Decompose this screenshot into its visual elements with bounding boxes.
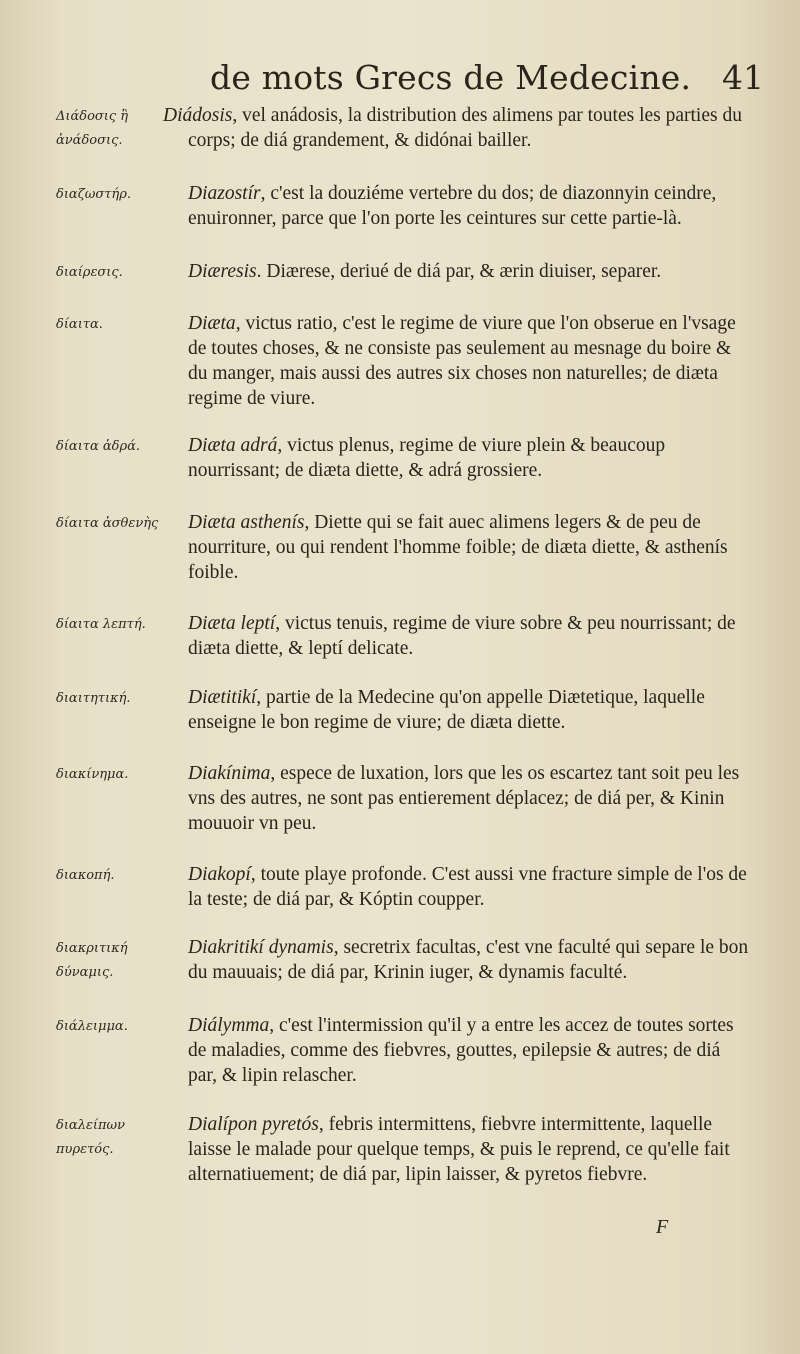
entry-term: Diakopí — [188, 864, 251, 885]
greek-headword: διακίνημα. — [56, 767, 129, 782]
greek-headword: διακοπή. — [56, 868, 115, 883]
entry-text: , victus ratio, c'est le regime de viure que l'on obserue en l'vsage de toutes choses, & ne consiste pas seulement au mesnage du boire & du manger, mais aussi des autres six choses non naturelles; de diæta regime de viure. — [188, 313, 736, 409]
entry-term: Diæta — [188, 313, 236, 334]
entry-text: , Diette qui se fait auec alimens legers & de peu de nourriture, ou qui rendent l'homme foible; de diæta diette, & asthenís foible. — [188, 512, 728, 583]
entry-text: , partie de la Medecine qu'on appelle Diætetique, laquelle enseigne le bon regime de viure; de diæta diette. — [188, 687, 705, 733]
entry-text: , febris intermittens, fiebvre intermittente, laquelle laisse le malade pour quelque temps, & puis le reprend, ce qu'elle fait alternatiuement; de diá par, lipin laisser, & pyretos fiebvre. — [188, 1114, 730, 1185]
entry-text: , toute playe profonde. C'est aussi vne fracture simple de l'os de la teste; de diá par, & Kóptin coupper. — [188, 864, 747, 910]
entry-definition — [163, 862, 751, 912]
entry-term: Diazostír — [188, 183, 261, 204]
greek-headword: δίαιτα. — [56, 317, 103, 332]
entry-text: , c'est la douziéme vertebre du dos; de diazonnyin ceindre, enuironner, parce que l'on porte les ceintures sur cette partie-là. — [188, 183, 717, 229]
entry-definition — [163, 685, 751, 735]
entry-text: . Diæresе, deriué de diá par, & ærin diuiser, separer. — [256, 261, 662, 282]
entry-term: Diæta leptí — [188, 613, 276, 634]
entry-text: , victus plenus, regime de viure plein & beaucoup nourrissant; de diæta diette, & adrá grossiere. — [188, 435, 666, 481]
entry-term: Diæresis — [188, 261, 257, 282]
greek-headword: διακριτική δύναμις. — [56, 941, 128, 980]
entry-term: Diálymma — [188, 1015, 270, 1036]
greek-headword: διαζωστήρ. — [56, 187, 131, 202]
entry-definition — [163, 611, 751, 661]
entry-definition — [163, 311, 751, 411]
entry-term: Diakritikí dynamis — [188, 937, 334, 958]
page-number: 41 — [722, 58, 764, 97]
greek-headword: διαιτητική. — [56, 691, 131, 706]
greek-headword: δίαιτα ἁδρά. — [56, 439, 141, 454]
entry-term: Diæta adrá — [188, 435, 278, 456]
entry-text: , victus tenuis, regime de viure sobre & peu nourrissant; de diæta diette, & leptí delicate. — [188, 613, 736, 659]
greek-headword: διαλείπων πυρετός. — [56, 1118, 126, 1157]
entry-definition — [163, 510, 751, 585]
entry-text: , secretrix facultas, c'est vne faculté qui separe le bon du mauuais; de diá par, Krinin iuger, & dynamis faculté. — [188, 937, 749, 983]
greek-headword: δίαιτα ἀσθενὴς — [56, 516, 159, 531]
entry-definition — [163, 761, 751, 836]
greek-headword: Διάδοσις ἢ ἀνάδοσις. — [56, 109, 129, 148]
entry-definition — [163, 935, 751, 985]
running-title: de mots Grecs de Medecine. — [210, 58, 692, 97]
entry-definition — [163, 433, 751, 483]
entry-definition — [163, 1112, 751, 1187]
entry-definition — [163, 103, 751, 153]
page-header — [0, 58, 800, 102]
greek-headword: δίαιτα λεπτή. — [56, 617, 146, 632]
greek-headword: διάλειμμα. — [56, 1019, 128, 1034]
signature-mark: F — [656, 1216, 669, 1238]
entry-term: Diakínima — [188, 763, 271, 784]
entry-definition — [163, 259, 751, 284]
entry-definition — [163, 1013, 751, 1088]
entry-term: Diádosis — [163, 105, 233, 126]
greek-headword: διαίρεσις. — [56, 265, 123, 280]
entry-term: Diætitikí — [188, 687, 257, 708]
entry-term: Dialípon pyretós — [188, 1114, 319, 1135]
entry-text: , vel anádosis, la distribution des alimens par toutes les parties du corps; de diá grandement, & didónai bailler. — [188, 105, 742, 151]
entry-text: , espece de luxation, lors que les os escartez tant soit peu les vns des autres, ne sont pas entierement déplacez; de diá per, & Kinin mouuoir vn peu. — [188, 763, 740, 834]
entry-term: Diæta asthenís — [188, 512, 305, 533]
entry-text: , c'est l'intermission qu'il y a entre les accez de toutes sortes de maladies, comme des fiebvres, gouttes, epilepsie & autres; de diá par, & lipin relascher. — [188, 1015, 734, 1086]
entry-definition — [163, 181, 751, 231]
